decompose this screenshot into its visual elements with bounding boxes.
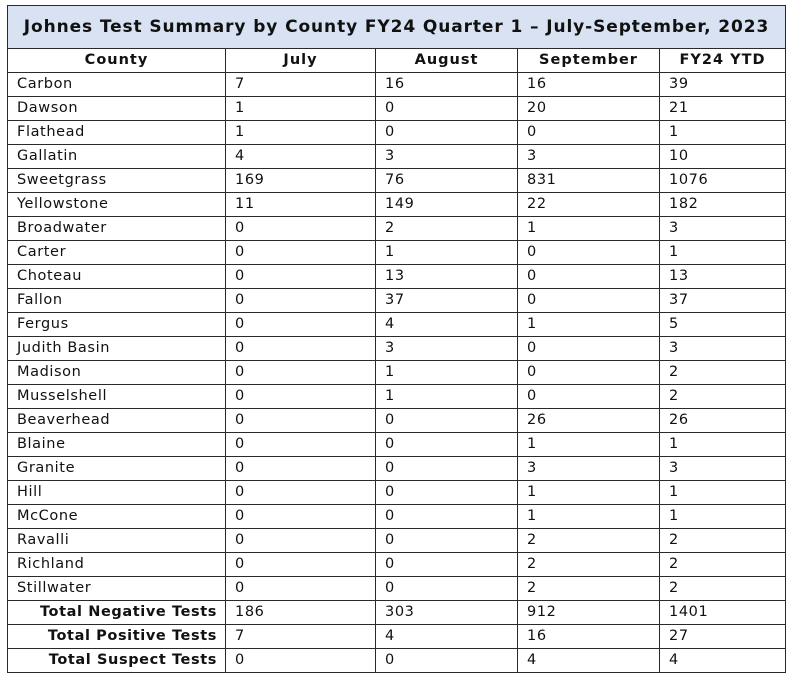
cell-july: 0 (226, 313, 376, 337)
cell-county: Musselshell (8, 385, 226, 409)
cell-august: 0 (376, 433, 518, 457)
cell-september: 0 (518, 265, 660, 289)
cell-fy24-ytd: 1 (660, 241, 786, 265)
cell-county: Choteau (8, 265, 226, 289)
cell-july: 0 (226, 481, 376, 505)
cell-september: 2 (518, 577, 660, 601)
cell-fy24-ytd: 37 (660, 289, 786, 313)
cell-august: 76 (376, 169, 518, 193)
cell-fy24-ytd: 1 (660, 481, 786, 505)
cell-fy24-ytd: 1 (660, 433, 786, 457)
table-row (8, 313, 786, 337)
header-august: August (376, 49, 518, 73)
cell-august: 4 (376, 625, 518, 649)
cell-august: 149 (376, 193, 518, 217)
cell-july: 11 (226, 193, 376, 217)
cell-july: 0 (226, 241, 376, 265)
cell-august: 0 (376, 553, 518, 577)
cell-july: 0 (226, 337, 376, 361)
cell-september: 3 (518, 457, 660, 481)
cell-county: Madison (8, 361, 226, 385)
cell-september: 1 (518, 481, 660, 505)
table-row (8, 73, 786, 97)
cell-july: 0 (226, 361, 376, 385)
cell-september: 0 (518, 121, 660, 145)
cell-september: 912 (518, 601, 660, 625)
cell-august: 37 (376, 289, 518, 313)
cell-fy24-ytd: 4 (660, 649, 786, 673)
cell-july: 7 (226, 625, 376, 649)
johnes-summary-table (7, 5, 786, 673)
cell-august: 3 (376, 337, 518, 361)
cell-county: Judith Basin (8, 337, 226, 361)
cell-september: 1 (518, 505, 660, 529)
cell-september: 0 (518, 385, 660, 409)
header-row (8, 49, 786, 73)
cell-september: 0 (518, 361, 660, 385)
cell-july: 0 (226, 409, 376, 433)
cell-county: Dawson (8, 97, 226, 121)
cell-fy24-ytd: 182 (660, 193, 786, 217)
cell-august: 16 (376, 73, 518, 97)
header-july: July (226, 49, 376, 73)
cell-august: 3 (376, 145, 518, 169)
cell-august: 1 (376, 361, 518, 385)
cell-september: 2 (518, 529, 660, 553)
table-row (8, 529, 786, 553)
cell-august: 0 (376, 121, 518, 145)
table-row (8, 577, 786, 601)
cell-county: Fallon (8, 289, 226, 313)
table-row (8, 481, 786, 505)
cell-september: 16 (518, 73, 660, 97)
table-row (8, 145, 786, 169)
cell-fy24-ytd: 2 (660, 529, 786, 553)
cell-july: 0 (226, 217, 376, 241)
totals-row (8, 649, 786, 673)
cell-september: 0 (518, 241, 660, 265)
header-county: County (8, 49, 226, 73)
cell-fy24-ytd: 21 (660, 97, 786, 121)
table-row (8, 337, 786, 361)
cell-fy24-ytd: 2 (660, 553, 786, 577)
johnes-summary-table-container (7, 5, 785, 673)
cell-fy24-ytd: 1 (660, 505, 786, 529)
cell-september: 1 (518, 313, 660, 337)
title-row (8, 6, 786, 49)
cell-july: 0 (226, 529, 376, 553)
cell-september: 1 (518, 217, 660, 241)
cell-july: 4 (226, 145, 376, 169)
cell-fy24-ytd: 1076 (660, 169, 786, 193)
cell-september: 20 (518, 97, 660, 121)
cell-county: Sweetgrass (8, 169, 226, 193)
cell-july: 0 (226, 457, 376, 481)
cell-fy24-ytd: 1401 (660, 601, 786, 625)
cell-september: 2 (518, 553, 660, 577)
table-row (8, 457, 786, 481)
cell-county: Fergus (8, 313, 226, 337)
cell-august: 0 (376, 97, 518, 121)
cell-august: 0 (376, 409, 518, 433)
table-row (8, 217, 786, 241)
cell-september: 0 (518, 289, 660, 313)
table-row (8, 433, 786, 457)
cell-county: Carter (8, 241, 226, 265)
header-september: September (518, 49, 660, 73)
cell-july: 169 (226, 169, 376, 193)
table-row (8, 265, 786, 289)
table-row (8, 169, 786, 193)
cell-august: 0 (376, 481, 518, 505)
cell-county: Carbon (8, 73, 226, 97)
table-row (8, 193, 786, 217)
cell-august: 1 (376, 385, 518, 409)
cell-fy24-ytd: 3 (660, 337, 786, 361)
total-label: Total Suspect Tests (8, 649, 226, 673)
cell-county: Blaine (8, 433, 226, 457)
cell-september: 3 (518, 145, 660, 169)
cell-county: Granite (8, 457, 226, 481)
cell-fy24-ytd: 27 (660, 625, 786, 649)
cell-july: 0 (226, 553, 376, 577)
cell-fy24-ytd: 2 (660, 361, 786, 385)
cell-september: 4 (518, 649, 660, 673)
cell-county: Hill (8, 481, 226, 505)
cell-august: 0 (376, 649, 518, 673)
table-row (8, 553, 786, 577)
cell-july: 0 (226, 649, 376, 673)
cell-county: Broadwater (8, 217, 226, 241)
cell-county: McCone (8, 505, 226, 529)
cell-fy24-ytd: 2 (660, 577, 786, 601)
cell-county: Gallatin (8, 145, 226, 169)
table-row (8, 289, 786, 313)
cell-fy24-ytd: 5 (660, 313, 786, 337)
cell-fy24-ytd: 3 (660, 457, 786, 481)
cell-september: 831 (518, 169, 660, 193)
cell-fy24-ytd: 2 (660, 385, 786, 409)
table-title: Johnes Test Summary by County FY24 Quarter 1 – July-September, 2023 (8, 6, 786, 49)
cell-july: 0 (226, 265, 376, 289)
cell-july: 1 (226, 97, 376, 121)
cell-july: 1 (226, 121, 376, 145)
cell-august: 2 (376, 217, 518, 241)
table-row (8, 361, 786, 385)
cell-july: 0 (226, 385, 376, 409)
cell-july: 0 (226, 433, 376, 457)
cell-fy24-ytd: 1 (660, 121, 786, 145)
cell-county: Flathead (8, 121, 226, 145)
table-row (8, 121, 786, 145)
cell-august: 13 (376, 265, 518, 289)
cell-county: Ravalli (8, 529, 226, 553)
cell-county: Beaverhead (8, 409, 226, 433)
table-row (8, 97, 786, 121)
cell-july: 0 (226, 289, 376, 313)
cell-fy24-ytd: 13 (660, 265, 786, 289)
cell-september: 16 (518, 625, 660, 649)
cell-august: 1 (376, 241, 518, 265)
cell-august: 303 (376, 601, 518, 625)
cell-county: Stillwater (8, 577, 226, 601)
cell-august: 0 (376, 529, 518, 553)
cell-september: 1 (518, 433, 660, 457)
cell-august: 4 (376, 313, 518, 337)
cell-fy24-ytd: 10 (660, 145, 786, 169)
table-row (8, 409, 786, 433)
cell-county: Yellowstone (8, 193, 226, 217)
cell-fy24-ytd: 39 (660, 73, 786, 97)
totals-row (8, 601, 786, 625)
total-label: Total Negative Tests (8, 601, 226, 625)
cell-july: 186 (226, 601, 376, 625)
cell-fy24-ytd: 26 (660, 409, 786, 433)
cell-july: 0 (226, 577, 376, 601)
header-fy24-ytd: FY24 YTD (660, 49, 786, 73)
cell-july: 0 (226, 505, 376, 529)
cell-september: 22 (518, 193, 660, 217)
cell-august: 0 (376, 505, 518, 529)
cell-september: 0 (518, 337, 660, 361)
totals-row (8, 625, 786, 649)
cell-fy24-ytd: 3 (660, 217, 786, 241)
table-row (8, 385, 786, 409)
total-label: Total Positive Tests (8, 625, 226, 649)
cell-september: 26 (518, 409, 660, 433)
cell-county: Richland (8, 553, 226, 577)
table-row (8, 505, 786, 529)
cell-july: 7 (226, 73, 376, 97)
cell-august: 0 (376, 457, 518, 481)
table-row (8, 241, 786, 265)
cell-august: 0 (376, 577, 518, 601)
